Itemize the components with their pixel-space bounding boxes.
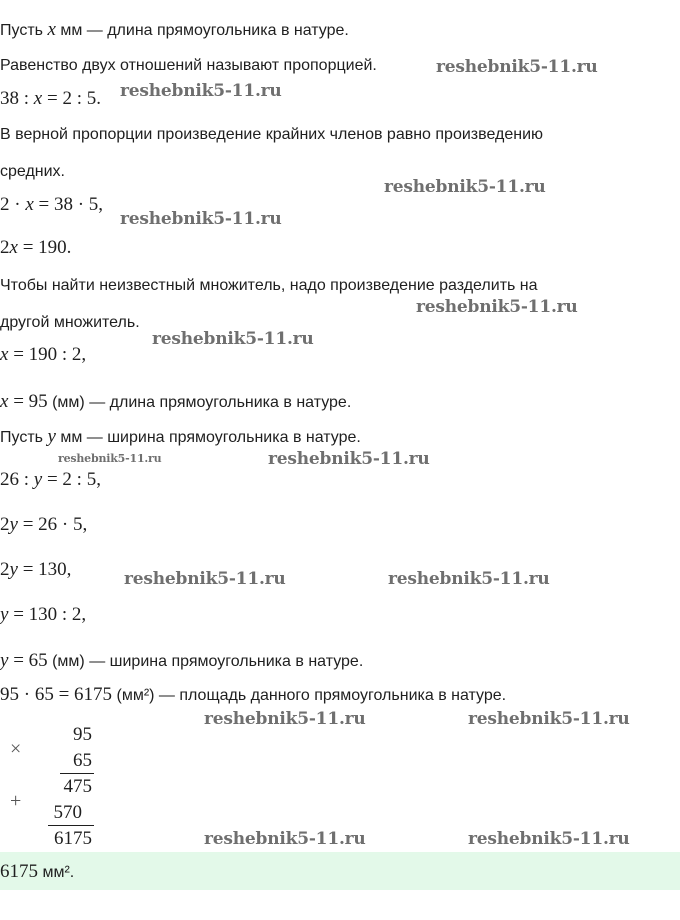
math-var: x — [0, 344, 9, 365]
watermark: reshebnik5-11.ru — [152, 329, 314, 349]
math-var: y — [0, 650, 9, 671]
column-row: 475 — [63, 776, 92, 797]
math: = 95 — [8, 391, 48, 412]
column-rule — [60, 773, 94, 774]
text-line: Чтобы найти неизвестный множитель, надо произведение разделить на — [0, 277, 538, 294]
math: = 26 · 5, — [17, 514, 88, 535]
watermark: reshebnik5-11.ru — [268, 449, 430, 469]
text: Пусть — [0, 429, 48, 446]
math: 95 · 65 = 6175 — [0, 684, 113, 705]
math: 2 · — [0, 194, 26, 215]
text: Пусть — [0, 22, 48, 39]
math: = 190. — [17, 237, 72, 258]
math: 2 — [0, 514, 10, 535]
text: (мм) — длина прямоугольника в натуре. — [47, 394, 352, 411]
plus-sign: + — [10, 790, 22, 812]
math-line — [0, 470, 101, 491]
column-rule — [48, 825, 94, 826]
math: 2 : 5. — [62, 88, 101, 109]
watermark: reshebnik5-11.ru — [204, 709, 366, 729]
math-line — [0, 238, 71, 259]
watermark: reshebnik5-11.ru — [120, 81, 282, 101]
math-var: x — [9, 237, 18, 258]
math-var: x — [47, 19, 56, 40]
math-line — [0, 685, 506, 706]
text-line — [0, 427, 361, 448]
math-line — [0, 560, 71, 581]
text: (мм) — ширина прямоугольника в натуре. — [47, 653, 364, 670]
math-line — [0, 345, 86, 366]
watermark: reshebnik5-11.ru — [416, 297, 578, 317]
watermark: reshebnik5-11.ru — [384, 177, 546, 197]
math: = 2 : 5, — [42, 469, 101, 490]
math: : — [19, 88, 34, 109]
answer-unit: мм². — [38, 864, 75, 881]
text-line: другой множитель. — [0, 314, 140, 331]
text-line — [0, 20, 349, 41]
answer-box — [0, 852, 680, 890]
math: 2 — [0, 237, 10, 258]
column-row: 65 — [73, 750, 92, 771]
column-row: 570 — [53, 802, 82, 823]
watermark: reshebnik5-11.ru — [124, 569, 286, 589]
times-sign: × — [10, 738, 22, 760]
answer-value: 6175 — [0, 861, 38, 882]
math: = 190 : 2, — [8, 344, 87, 365]
math-line — [0, 392, 351, 413]
math: 38 — [0, 88, 19, 109]
text: (мм²) — площадь данного прямоугольника в натуре. — [112, 687, 507, 704]
text: мм — ширина прямоугольника в натуре. — [55, 429, 361, 446]
math-line — [0, 515, 87, 536]
text-line: средних. — [0, 163, 65, 180]
answer-line — [0, 862, 74, 883]
text-line: Равенство двух отношений называют пропорцией. — [0, 57, 377, 74]
math-var: y — [0, 604, 9, 625]
watermark: reshebnik5-11.ru — [58, 452, 162, 465]
math: = 130, — [17, 559, 72, 580]
watermark: reshebnik5-11.ru — [204, 829, 366, 849]
math-var: x — [33, 88, 43, 109]
watermark: reshebnik5-11.ru — [120, 209, 282, 229]
math-line — [0, 605, 86, 626]
math: = — [42, 88, 63, 109]
math: = 65 — [8, 650, 48, 671]
math-var: y — [9, 514, 18, 535]
math: 2 — [0, 559, 10, 580]
text: мм — длина прямоугольника в натуре. — [55, 22, 349, 39]
math-var: y — [9, 559, 18, 580]
column-row: 95 — [73, 724, 92, 745]
math-var: x — [25, 194, 34, 215]
math-line — [0, 89, 101, 110]
math-var: y — [33, 469, 43, 490]
math-var: x — [0, 391, 9, 412]
watermark: reshebnik5-11.ru — [468, 709, 630, 729]
math: 26 : — [0, 469, 34, 490]
text-line: В верной пропорции произведение крайних членов равно произведению — [0, 126, 543, 143]
math-var: y — [47, 426, 56, 447]
math-line — [0, 651, 363, 672]
watermark: reshebnik5-11.ru — [436, 57, 598, 77]
math: = 38 · 5, — [33, 194, 104, 215]
watermark: reshebnik5-11.ru — [468, 829, 630, 849]
math-line — [0, 195, 103, 216]
watermark: reshebnik5-11.ru — [388, 569, 550, 589]
column-row: 6175 — [54, 828, 92, 849]
math: = 130 : 2, — [8, 604, 87, 625]
